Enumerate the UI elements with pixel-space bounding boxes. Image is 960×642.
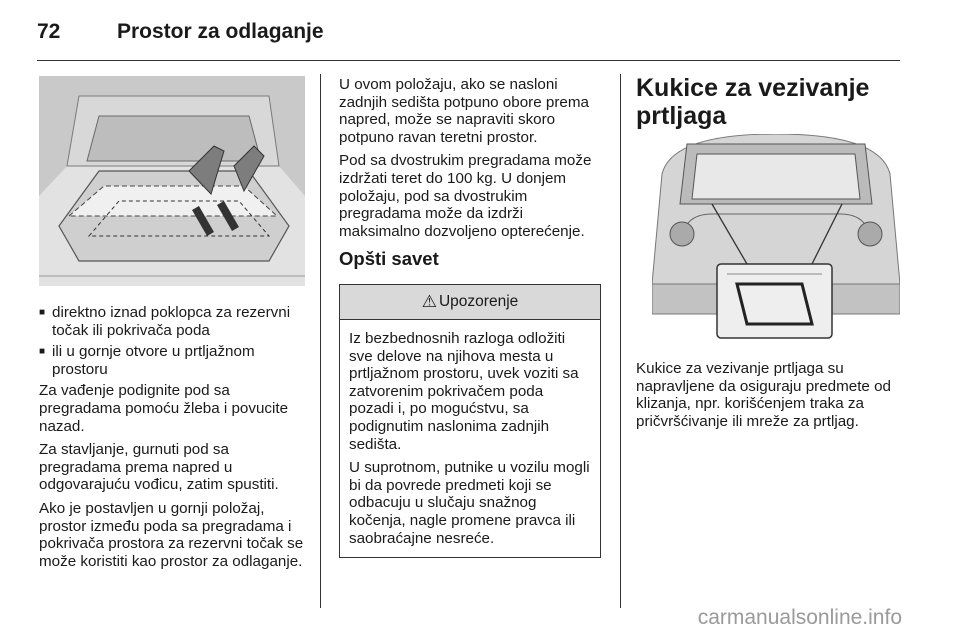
- paragraph: Ako je postavljen u gornji položaj, prostor između poda sa pregradama i pokrivača prostora za rezervni točak se može koristiti kao prostor za odlaganje.: [39, 499, 304, 570]
- list-item: ■ ili u gornje otvore u prtljažnom prostoru: [39, 343, 255, 378]
- section-subheading: Opšti savet: [339, 248, 439, 270]
- page-header: [37, 14, 324, 44]
- warning-title: Upozorenje: [438, 293, 519, 310]
- watermark: carmanualsonline.info: [697, 606, 902, 629]
- paragraph: Za stavljanje, gurnuti pod sa pregradama prema napred u odgovarajuću vođicu, zatim spustiti.: [39, 441, 279, 494]
- column-2-text: [339, 76, 605, 276]
- lashing-eye-illustration: [652, 134, 900, 342]
- list-item: ■ direktno iznad poklopca za rezervni točak ili pokrivača poda: [39, 304, 291, 339]
- section-heading: Kukice za vezivanje prtljaga: [636, 74, 870, 130]
- paragraph: Kukice za vezivanje prtljaga su napravljene da osiguraju predmete od klizanja, npr. korišćenjem traka za pričvršćivanje ili mreže za prtljag.: [636, 360, 891, 430]
- page-number: 72: [37, 20, 61, 43]
- page-title: Prostor za odlaganje: [117, 20, 324, 43]
- header-rule: [37, 60, 900, 61]
- paragraph: U ovom položaju, ako se nasloni zadnjih sedišta potpuno obore prema napred, može se napraviti skoro potpuno ravan teretni prostor.: [339, 76, 589, 146]
- warning-box: [339, 284, 601, 558]
- warning-paragraph: Iz bezbednosnih razloga odložiti sve delove na njihova mesta u prtljažnom prostoru, uvek voziti sa zatvorenim pokrivačem poda pozadi i, po mogućstvu, sa podignutim naslonima zadnjih sedišta.: [349, 330, 579, 453]
- column-divider-2: [620, 74, 621, 608]
- warning-triangle-icon: ⚠: [421, 292, 437, 311]
- warning-header: [340, 285, 600, 320]
- paragraph: Za vađenje podignite pod sa pregradama pomoću žleba i povucite nazad.: [39, 382, 289, 435]
- paragraph: Pod sa dvostrukim pregradama može izdržati teret do 100 kg. U donjem položaju, pod sa dvostrukim pregradama može da izdrži maksimalno dozvoljeno opterećenje.: [339, 152, 592, 240]
- trunk-floor-illustration: [39, 76, 305, 286]
- column-3-text: [636, 360, 904, 436]
- warning-paragraph: U suprotnom, putnike u vozilu mogli bi da povrede predmeti koji se odbacuju u slučaju snažnog kočenja, nagle promene pravca ili saobraćajne nesreće.: [349, 459, 590, 547]
- column-1-text: [39, 304, 309, 576]
- column-divider-1: [320, 74, 321, 608]
